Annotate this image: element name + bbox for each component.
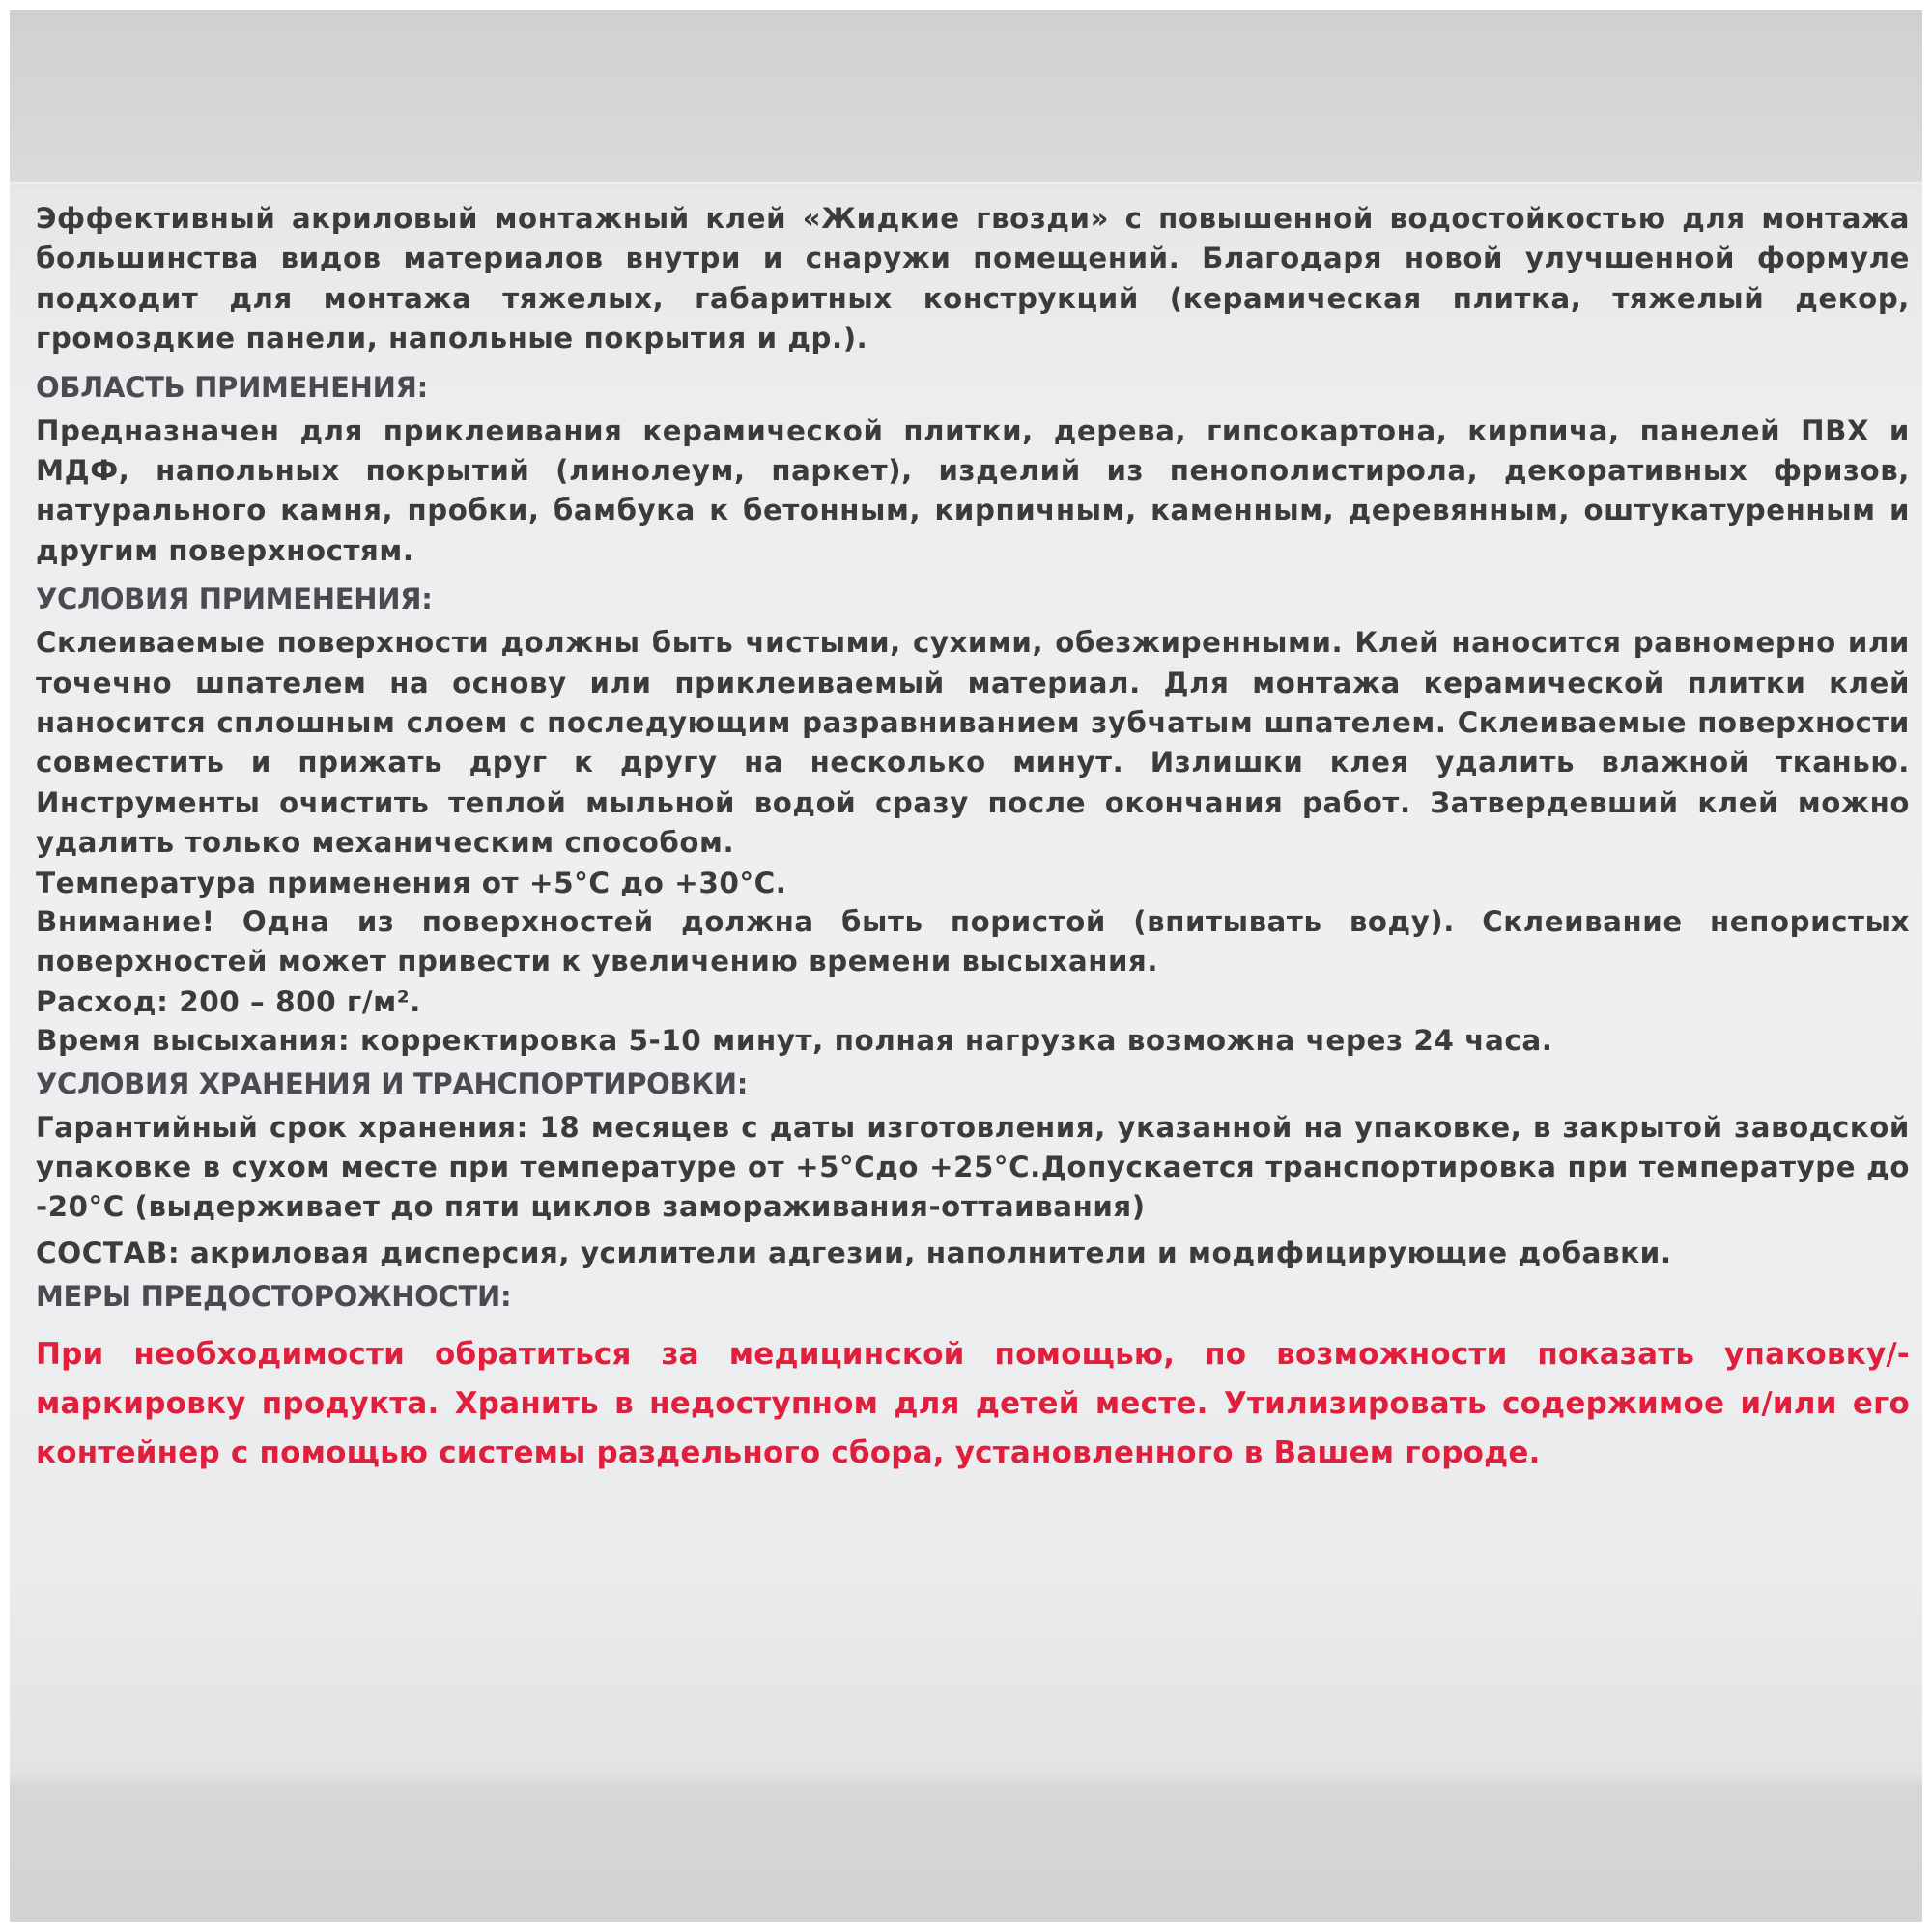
intro-paragraph: Эффективный акриловый монтажный клей «Жидкие гвозди» с повышенной водостойкостью для монтажа большинства видов материалов внутри и снаружи помещений. Благодаря новой улучшенной формуле подходит для монтажа тяжелых, габаритных конструкций (керамическая плитка, тяжелый декор, громоздкие панели, напольные покрытия и др.). xyxy=(36,202,1910,355)
precautions-heading: МЕРЫ ПРЕДОСТОРОЖНОСТИ: xyxy=(36,1279,512,1313)
temperature-line: Температура применения от +5°С до +30°С. xyxy=(36,866,787,899)
product-label-photo xyxy=(10,10,1922,1922)
application-area-text: Предназначен для приклеивания керамической плитки, дерева, гипсокартона, кирпича, панелей ПВХ и МДФ, напольных покрытий (линолеум, паркет), изделий из пенополистирола, декоративных фризов, натурального камня, пробки, бамбука к бетонным, кирпичным, каменным, деревянным, оштукатуренным и другим поверхностям. xyxy=(36,413,1910,567)
storage-text: Гарантийный срок хранения: 18 месяцев с даты изготовления, указанной на упаковке, в закрытой заводской упаковке в сухом месте при температуре от +5°Сдо +25°С.Допускается транспортировка при температуре до -20°С (выдерживает до пяти циклов замораживания-оттаивания) xyxy=(36,1110,1910,1224)
label-text-block xyxy=(36,199,1910,1478)
application-area-heading: ОБЛАСТЬ ПРИМЕНЕНИЯ: xyxy=(36,370,428,404)
storage-heading: УСЛОВИЯ ХРАНЕНИЯ И ТРАНСПОРТИРОВКИ: xyxy=(36,1066,749,1100)
drying-time-line: Время высыхания: корректировка 5-10 минут, полная нагрузка возможна через 24 часа. xyxy=(36,1023,1553,1057)
precautions-warning-text: При необходимости обратиться за медицинской помощью, по возможности показать упаковку/-маркировку продукта. Хранить в недоступном для детей месте. Утилизировать содержимое и/или его контейнер с помощью системы раздельного сбора, установленного в Вашем городе. xyxy=(36,1336,1910,1470)
application-conditions-heading: УСЛОВИЯ ПРИМЕНЕНИЯ: xyxy=(36,582,433,616)
composition-line: СОСТАВ: акриловая дисперсия, усилители адгезии, наполнители и модифицирующие добавки. xyxy=(36,1236,1672,1269)
attention-text: Внимание! Одна из поверхностей должна быть пористой (впитывать воду). Склеивание непористых поверхностей может привести к увеличению времени высыхания. xyxy=(36,904,1910,979)
consumption-line: Расход: 200 – 800 г/м². xyxy=(36,984,421,1018)
application-conditions-text: Склеиваемые поверхности должны быть чистыми, сухими, обезжиренными. Клей наносится равномерно или точечно шпателем на основу или приклеиваемый материал. Для монтажа керамической плитки клей наносится сплошным слоем с последующим разравниванием зубчатым шпателем. Склеиваемые поверхности совместить и прижать друг к другу на несколько минут. Излишки клея удалить влажной тканью. Инструменты очистить теплой мыльной водой сразу после окончания работ. Затвердевший клей можно удалить только механическим способом. xyxy=(36,626,1910,860)
